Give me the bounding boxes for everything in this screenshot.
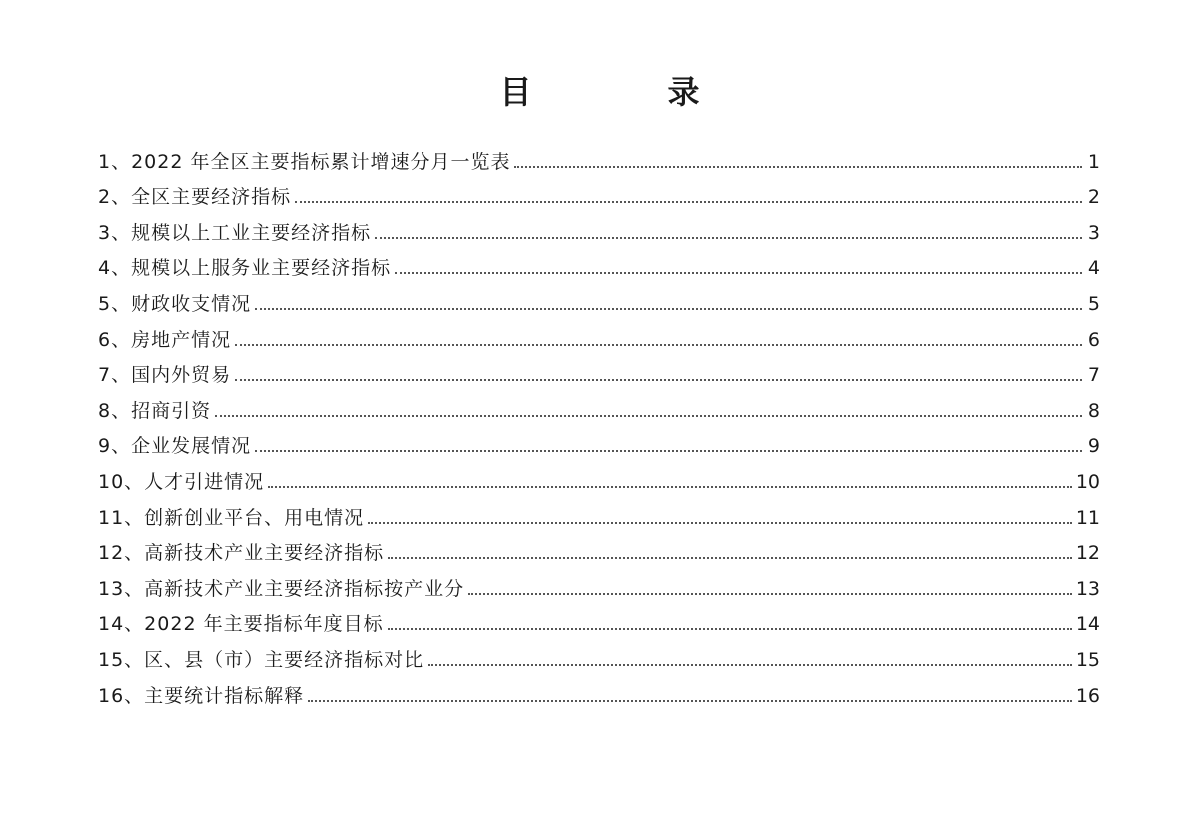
dot-leader [255, 307, 1082, 310]
dot-leader [215, 414, 1082, 417]
dot-leader [468, 592, 1072, 595]
dot-leader [235, 378, 1082, 381]
toc-page-number: 8 [1087, 399, 1100, 422]
toc-entry[interactable] [98, 534, 1100, 570]
toc-entry-label: 13、高新技术产业主要经济指标按产业分 [98, 577, 465, 600]
toc-page-number: 10 [1075, 470, 1100, 493]
toc-page-number: 1 [1087, 150, 1100, 173]
toc-entry-label: 7、国内外贸易 [98, 364, 232, 387]
toc-title: 目 录 [499, 73, 752, 111]
toc-entry[interactable] [98, 569, 1100, 605]
toc-entry-label: 11、创新创业平台、用电情况 [98, 506, 365, 529]
toc-entry[interactable] [98, 605, 1100, 641]
toc-page-number: 7 [1087, 364, 1100, 387]
toc-page-number: 3 [1087, 221, 1100, 244]
dot-leader [235, 343, 1082, 346]
toc-entry[interactable] [98, 213, 1100, 249]
dot-leader [388, 627, 1072, 630]
toc-entry-label: 6、房地产情况 [98, 328, 232, 351]
toc-page-number: 15 [1075, 648, 1100, 671]
dot-leader [514, 165, 1082, 168]
toc-entry-label: 1、2022 年全区主要指标累计增速分月一览表 [98, 150, 511, 173]
dot-leader [255, 449, 1082, 452]
toc-entry-label: 16、主要统计指标解释 [98, 684, 305, 707]
toc-entry-label: 8、招商引资 [98, 399, 212, 422]
toc-entry[interactable] [98, 498, 1100, 534]
dot-leader [308, 699, 1072, 702]
toc-entry-label: 2、全区主要经济指标 [98, 186, 292, 209]
toc-entry-label: 5、财政收支情况 [98, 292, 252, 315]
dot-leader [388, 556, 1072, 559]
toc-entry-label: 12、高新技术产业主要经济指标 [98, 542, 385, 565]
toc-entry[interactable] [98, 320, 1100, 356]
dot-leader [268, 485, 1072, 488]
toc-entry[interactable] [98, 284, 1100, 320]
toc-entry[interactable] [98, 178, 1100, 214]
toc-page-number: 9 [1087, 435, 1100, 458]
toc-entry[interactable] [98, 142, 1100, 178]
toc-entry-label: 4、规模以上服务业主要经济指标 [98, 257, 392, 280]
toc-list [98, 142, 1100, 712]
toc-page-number: 14 [1075, 613, 1100, 636]
toc-page-number: 6 [1087, 328, 1100, 351]
dot-leader [395, 271, 1082, 274]
toc-page-number: 2 [1087, 186, 1100, 209]
dot-leader [428, 663, 1072, 666]
toc-entry-label: 15、区、县（市）主要经济指标对比 [98, 648, 425, 671]
toc-entry[interactable] [98, 640, 1100, 676]
toc-page-number: 4 [1087, 257, 1100, 280]
toc-page-number: 16 [1075, 684, 1100, 707]
toc-entry[interactable] [98, 427, 1100, 463]
toc-entry-label: 14、2022 年主要指标年度目标 [98, 613, 384, 636]
toc-entry[interactable] [98, 391, 1100, 427]
toc-entry-label: 9、企业发展情况 [98, 435, 252, 458]
toc-entry[interactable] [98, 249, 1100, 285]
toc-entry[interactable] [98, 676, 1100, 712]
dot-leader [375, 236, 1082, 239]
toc-entry[interactable] [98, 462, 1100, 498]
toc-entry-label: 3、规模以上工业主要经济指标 [98, 221, 372, 244]
toc-page-number: 13 [1075, 577, 1100, 600]
toc-entry-label: 10、人才引进情况 [98, 470, 265, 493]
toc-page-number: 5 [1087, 292, 1100, 315]
dot-leader [368, 521, 1072, 524]
toc-entry[interactable] [98, 356, 1100, 392]
toc-page-number: 12 [1075, 542, 1100, 565]
toc-page-number: 11 [1075, 506, 1100, 529]
dot-leader [295, 200, 1082, 203]
